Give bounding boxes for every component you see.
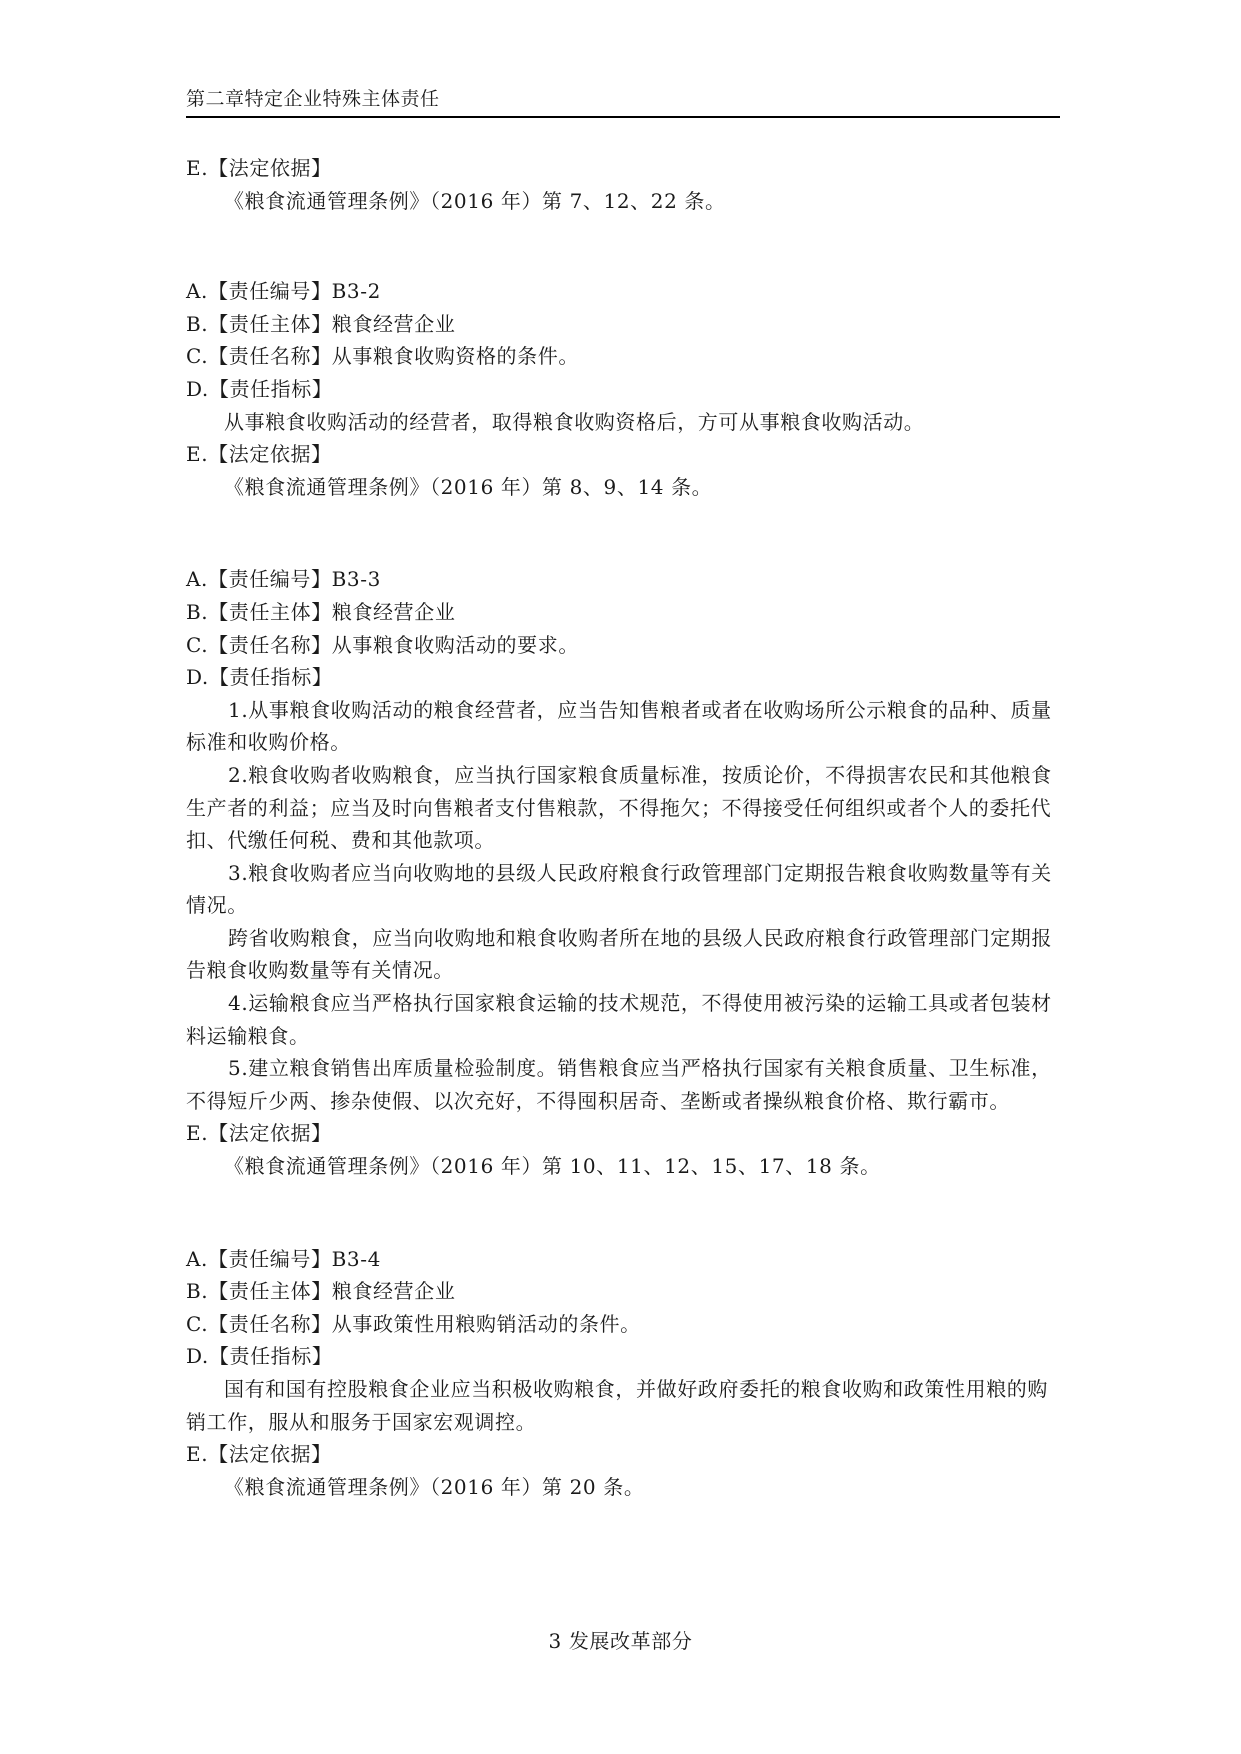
indicator-paragraph-3: 3.粮食收购者应当向收购地的县级人民政府粮食行政管理部门定期报告粮食收购数量等有关情况。 [186,860,1052,918]
block-spacer [186,217,1060,275]
responsibility-indicator-label: D.【责任指标】 [186,665,333,690]
legal-basis-text: 《粮食流通管理条例》（2016 年）第 8、9、14 条。 [224,474,713,499]
responsibility-indicator-label: D.【责任指标】 [186,1344,333,1369]
block-spacer [186,1183,1060,1243]
legal-basis-text: 《粮食流通管理条例》（2016 年）第 10、11、12、15、17、18 条。 [224,1154,881,1179]
responsibility-id: A.【责任编号】B3-2 [186,279,381,304]
indicator-paragraph-4: 4.运输粮食应当严格执行国家粮食运输的技术规范，不得使用被污染的运输工具或者包装材料运输粮食。 [186,991,1052,1048]
legal-basis-label: E.【法定依据】 [186,1442,332,1467]
indicator-paragraph-1: 1.从事粮食收购活动的粮食经营者，应当告知售粮者或者在收购场所公示粮食的品种、质量标准和收购价格。 [186,697,1052,755]
document-body [186,152,1060,1503]
block-spacer [186,503,1060,563]
responsibility-name: C.【责任名称】从事政策性用粮购销活动的条件。 [186,1311,641,1336]
responsibility-block-b3-1-tail [186,152,1060,217]
responsibility-block-b3-3 [186,563,1060,1182]
legal-basis-label: E.【法定依据】 [186,442,332,467]
indicator-paragraph-2: 2.粮食收购者收购粮食，应当执行国家粮食质量标准，按质论价，不得损害农民和其他粮食生产者的利益；应当及时向售粮者支付售粮款，不得拖欠；不得接受任何组织或者个人的委托代扣、代缴任何税、费和其他款项。 [186,762,1052,853]
page-footer: 3 发展改革部分 [548,1629,693,1653]
responsibility-name: C.【责任名称】从事粮食收购资格的条件。 [186,344,579,369]
responsibility-subject: B.【责任主体】粮食经营企业 [186,1279,456,1304]
indicator-paragraph-5: 5.建立粮食销售出库质量检验制度。销售粮食应当严格执行国家有关粮食质量、卫生标准，不得短斤少两、掺杂使假、以次充好，不得囤积居奇、垄断或者操纵粮食价格、欺行霸市。 [186,1056,1052,1113]
legal-basis-text: 《粮食流通管理条例》（2016 年）第 20 条。 [224,1474,645,1499]
responsibility-id: A.【责任编号】B3-4 [186,1246,381,1271]
responsibility-subject: B.【责任主体】粮食经营企业 [186,599,456,624]
legal-basis-text: 《粮食流通管理条例》（2016 年）第 7、12、22 条。 [224,188,726,213]
responsibility-block-b3-4 [186,1243,1060,1504]
responsibility-indicator-label: D.【责任指标】 [186,376,333,401]
responsibility-id: A.【责任编号】B3-3 [186,567,381,592]
legal-basis-label: E.【法定依据】 [186,1121,332,1146]
running-header: 第二章特定企业特殊主体责任 [186,84,1060,118]
responsibility-subject: B.【责任主体】粮食经营企业 [186,311,456,336]
indicator-paragraph: 国有和国有控股粮食企业应当积极收购粮食，并做好政府委托的粮食收购和政策性用粮的购销工作，服从和服务于国家宏观调控。 [186,1377,1048,1434]
responsibility-name: C.【责任名称】从事粮食收购活动的要求。 [186,632,579,657]
responsibility-block-b3-2 [186,275,1060,503]
legal-basis-label: E.【法定依据】 [186,156,332,180]
indicator-paragraph: 从事粮食收购活动的经营者，取得粮食收购资格后，方可从事粮食收购活动。 [224,409,925,434]
indicator-paragraph-3-cont: 跨省收购粮食，应当向收购地和粮食收购者所在地的县级人民政府粮食行政管理部门定期报告粮食收购数量等有关情况。 [186,925,1052,983]
